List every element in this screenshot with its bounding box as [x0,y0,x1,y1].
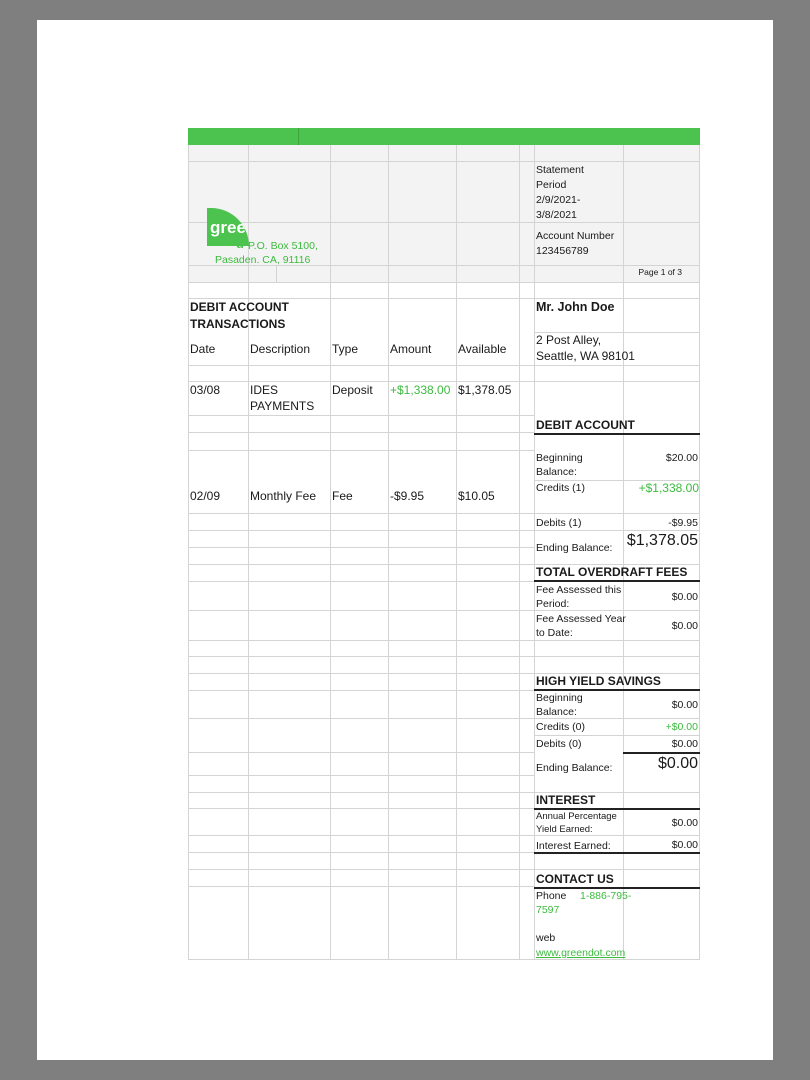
row-available: $10.05 [458,489,495,503]
savings-beginning-label-2: Balance: [536,706,577,718]
contact-phone-value-1[interactable]: 1-886-795- [580,890,632,902]
debit-credits-value: +$1,338.00 [638,481,699,495]
debit-beginning-label-2: Balance: [536,466,577,478]
savings-ending-value: $0.00 [657,755,698,772]
savings-title: HIGH YIELD SAVINGS [536,674,661,688]
overdraft-period-label-2: Period: [536,598,570,610]
savings-beginning-value: $0.00 [671,699,698,711]
logo-text: gree [210,218,246,237]
statement-period-value-1: 2/9/2021- [536,194,581,206]
debit-credits-label: Credits (1) [536,482,586,494]
transactions-title-2: TRANSACTIONS [190,317,286,331]
debit-ending-label: Ending Balance: [536,542,613,554]
customer-address-2: Seattle, WA 98101 [536,349,635,363]
debit-debits-label: Debits (1) [536,517,582,529]
row-available: $1,378.05 [458,383,512,397]
address-line1: P.O. Box 5100, [248,240,318,252]
interest-apy-label-2: Yield Earned: [536,824,593,835]
overdraft-period-label-1: Fee Assessed this [536,584,622,596]
row-description: PAYMENTS [250,399,315,413]
contact-web-link[interactable]: www.greendot.com [536,947,626,959]
savings-beginning-label-1: Beginning [536,692,583,704]
debit-ending-value: $1,378.05 [626,532,698,549]
contact-title: CONTACT US [536,872,614,886]
savings-credits-label: Credits (0) [536,721,586,733]
overdraft-title: TOTAL OVERDRAFT FEES [536,565,688,579]
col-description: Description [250,342,311,356]
logo-sub: d [236,236,244,251]
statement-sheet [188,128,700,960]
brand-bar [188,128,700,145]
row-date: 03/08 [190,383,221,397]
contact-web-label: web [536,932,556,944]
col-date: Date [190,342,216,356]
row-date: 02/09 [190,489,221,503]
col-available: Available [458,342,507,356]
row-type: Fee [332,489,353,503]
interest-earned-value: $0.00 [671,839,698,851]
savings-credits-value: +$0.00 [665,721,698,733]
row-description: Monthly Fee [250,489,317,503]
statement-period-label-2: Period [536,179,567,191]
col-type: Type [332,342,359,356]
account-number-value: 123456789 [536,245,589,257]
debit-beginning-value: $20.00 [665,452,698,464]
overdraft-ytd-value: $0.00 [671,620,698,632]
statement-page [37,20,773,1060]
contact-phone-label: Phone [536,890,567,902]
transactions-title-1: DEBIT ACCOUNT [190,300,289,314]
debit-debits-value: -$9.95 [668,517,698,529]
row-amount: +$1,338.00 [390,383,451,397]
savings-debits-label: Debits (0) [536,738,582,750]
debit-account-title: DEBIT ACCOUNT [536,418,635,432]
interest-title: INTEREST [536,793,596,807]
row-amount: -$9.95 [390,489,425,503]
interest-apy-value: $0.00 [671,817,698,829]
debit-beginning-label-1: Beginning [536,452,583,464]
address-line2: Pasaden. CA, 91116 [215,254,311,266]
overdraft-ytd-label-2: to Date: [536,627,573,639]
savings-ending-label: Ending Balance: [536,762,613,774]
row-type: Deposit [332,383,373,397]
interest-earned-label: Interest Earned: [536,840,611,852]
row-description: IDES [250,383,279,397]
customer-address-1: 2 Post Alley, [536,333,602,347]
col-amount: Amount [390,342,432,356]
customer-name: Mr. John Doe [536,300,615,314]
interest-apy-label-1: Annual Percentage [536,811,617,822]
statement-period-value-2: 3/8/2021 [536,209,577,221]
savings-debits-value: $0.00 [671,738,698,750]
overdraft-ytd-label-1: Fee Assessed Year [536,613,626,625]
account-number-label: Account Number [536,230,615,242]
overdraft-period-value: $0.00 [671,591,698,603]
statement-period-label-1: Statement [536,164,584,176]
contact-phone-value-2[interactable]: 7597 [536,904,560,916]
page-number: Page 1 of 3 [638,267,682,277]
